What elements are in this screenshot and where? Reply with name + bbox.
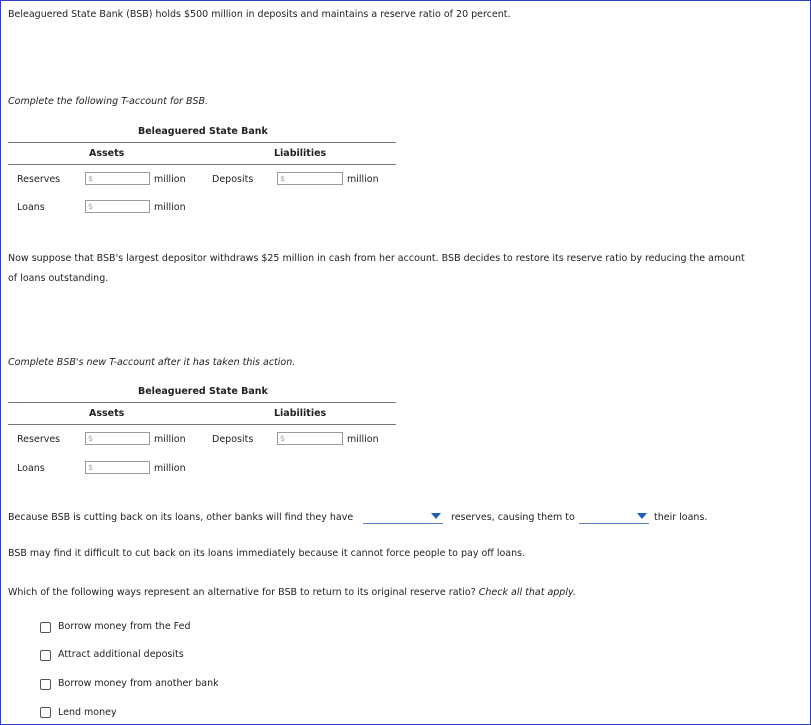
t2-reserves-label: Reserves (17, 434, 61, 445)
t2-instruction: Complete BSB's new T-account after it has taken this action. (8, 357, 296, 368)
chevron-down-icon (431, 513, 441, 519)
because-part1: Because BSB is cutting back on its loans, other banks will find they have (8, 512, 354, 523)
t2-reserves-unit: million (154, 434, 186, 445)
t1-top-rule (8, 142, 396, 143)
option-checkbox-fed[interactable] (40, 622, 51, 633)
t1-reserves-label: Reserves (17, 174, 61, 185)
note-text: BSB may find it difficult to cut back on its loans immediately because it cannot force people to pay off loans. (8, 548, 526, 559)
t2-deposits-label: Deposits (212, 434, 254, 445)
t2-loans-unit: million (154, 463, 186, 474)
because-part3: their loans. (654, 512, 708, 523)
option-checkbox-another-bank[interactable] (40, 679, 51, 690)
option-checkbox-lend[interactable] (40, 707, 51, 718)
t1-reserves-input[interactable]: $ (85, 172, 150, 185)
t2-title: Beleaguered State Bank (138, 386, 268, 397)
t1-loans-unit: million (154, 202, 186, 213)
reserves-dropdown[interactable] (363, 509, 443, 524)
t1-loans-input[interactable]: $ (85, 200, 150, 213)
t2-loans-input[interactable]: $ (85, 461, 150, 474)
question-text (8, 587, 576, 598)
question-prompt: Which of the following ways represent an alternative for BSB to return to its original reserve ratio? (8, 587, 476, 598)
t1-deposits-input[interactable]: $ (277, 172, 343, 185)
t1-title: Beleaguered State Bank (138, 126, 268, 137)
loans-action-dropdown[interactable] (579, 509, 649, 524)
question-hint: Check all that apply. (478, 587, 576, 598)
t2-liabilities-header: Liabilities (274, 408, 327, 419)
option-checkbox-deposits[interactable] (40, 650, 51, 661)
t1-liabilities-header: Liabilities (274, 148, 327, 159)
t1-deposits-unit: million (347, 174, 379, 185)
t2-assets-header: Assets (89, 408, 125, 419)
t1-instruction: Complete the following T-account for BSB. (8, 96, 209, 107)
chevron-down-icon (637, 513, 647, 519)
t1-assets-header: Assets (89, 148, 125, 159)
t1-loans-label: Loans (17, 202, 45, 213)
t2-loans-label: Loans (17, 463, 45, 474)
t1-header-rule (8, 164, 396, 165)
t1-deposits-label: Deposits (212, 174, 254, 185)
option-label-another-bank[interactable]: Borrow money from another bank (58, 678, 219, 689)
t2-deposits-input[interactable]: $ (277, 432, 343, 445)
intro-text: Beleaguered State Bank (BSB) holds $500 million in deposits and maintains a reserve ratio of 20 percent. (8, 9, 511, 20)
t2-top-rule (8, 402, 396, 403)
scenario-text: Now suppose that BSB's largest depositor withdraws $25 million in cash from her account. BSB decides to restore its reserve ratio by reducing the amount of loans outstanding. (8, 253, 745, 284)
option-label-deposits[interactable]: Attract additional deposits (58, 649, 184, 660)
option-label-fed[interactable]: Borrow money from the Fed (58, 621, 191, 632)
because-part2: reserves, causing them to (451, 512, 575, 523)
t1-reserves-unit: million (154, 174, 186, 185)
t2-header-rule (8, 424, 396, 425)
t2-reserves-input[interactable]: $ (85, 432, 150, 445)
t2-deposits-unit: million (347, 434, 379, 445)
option-label-lend[interactable]: Lend money (58, 707, 117, 718)
